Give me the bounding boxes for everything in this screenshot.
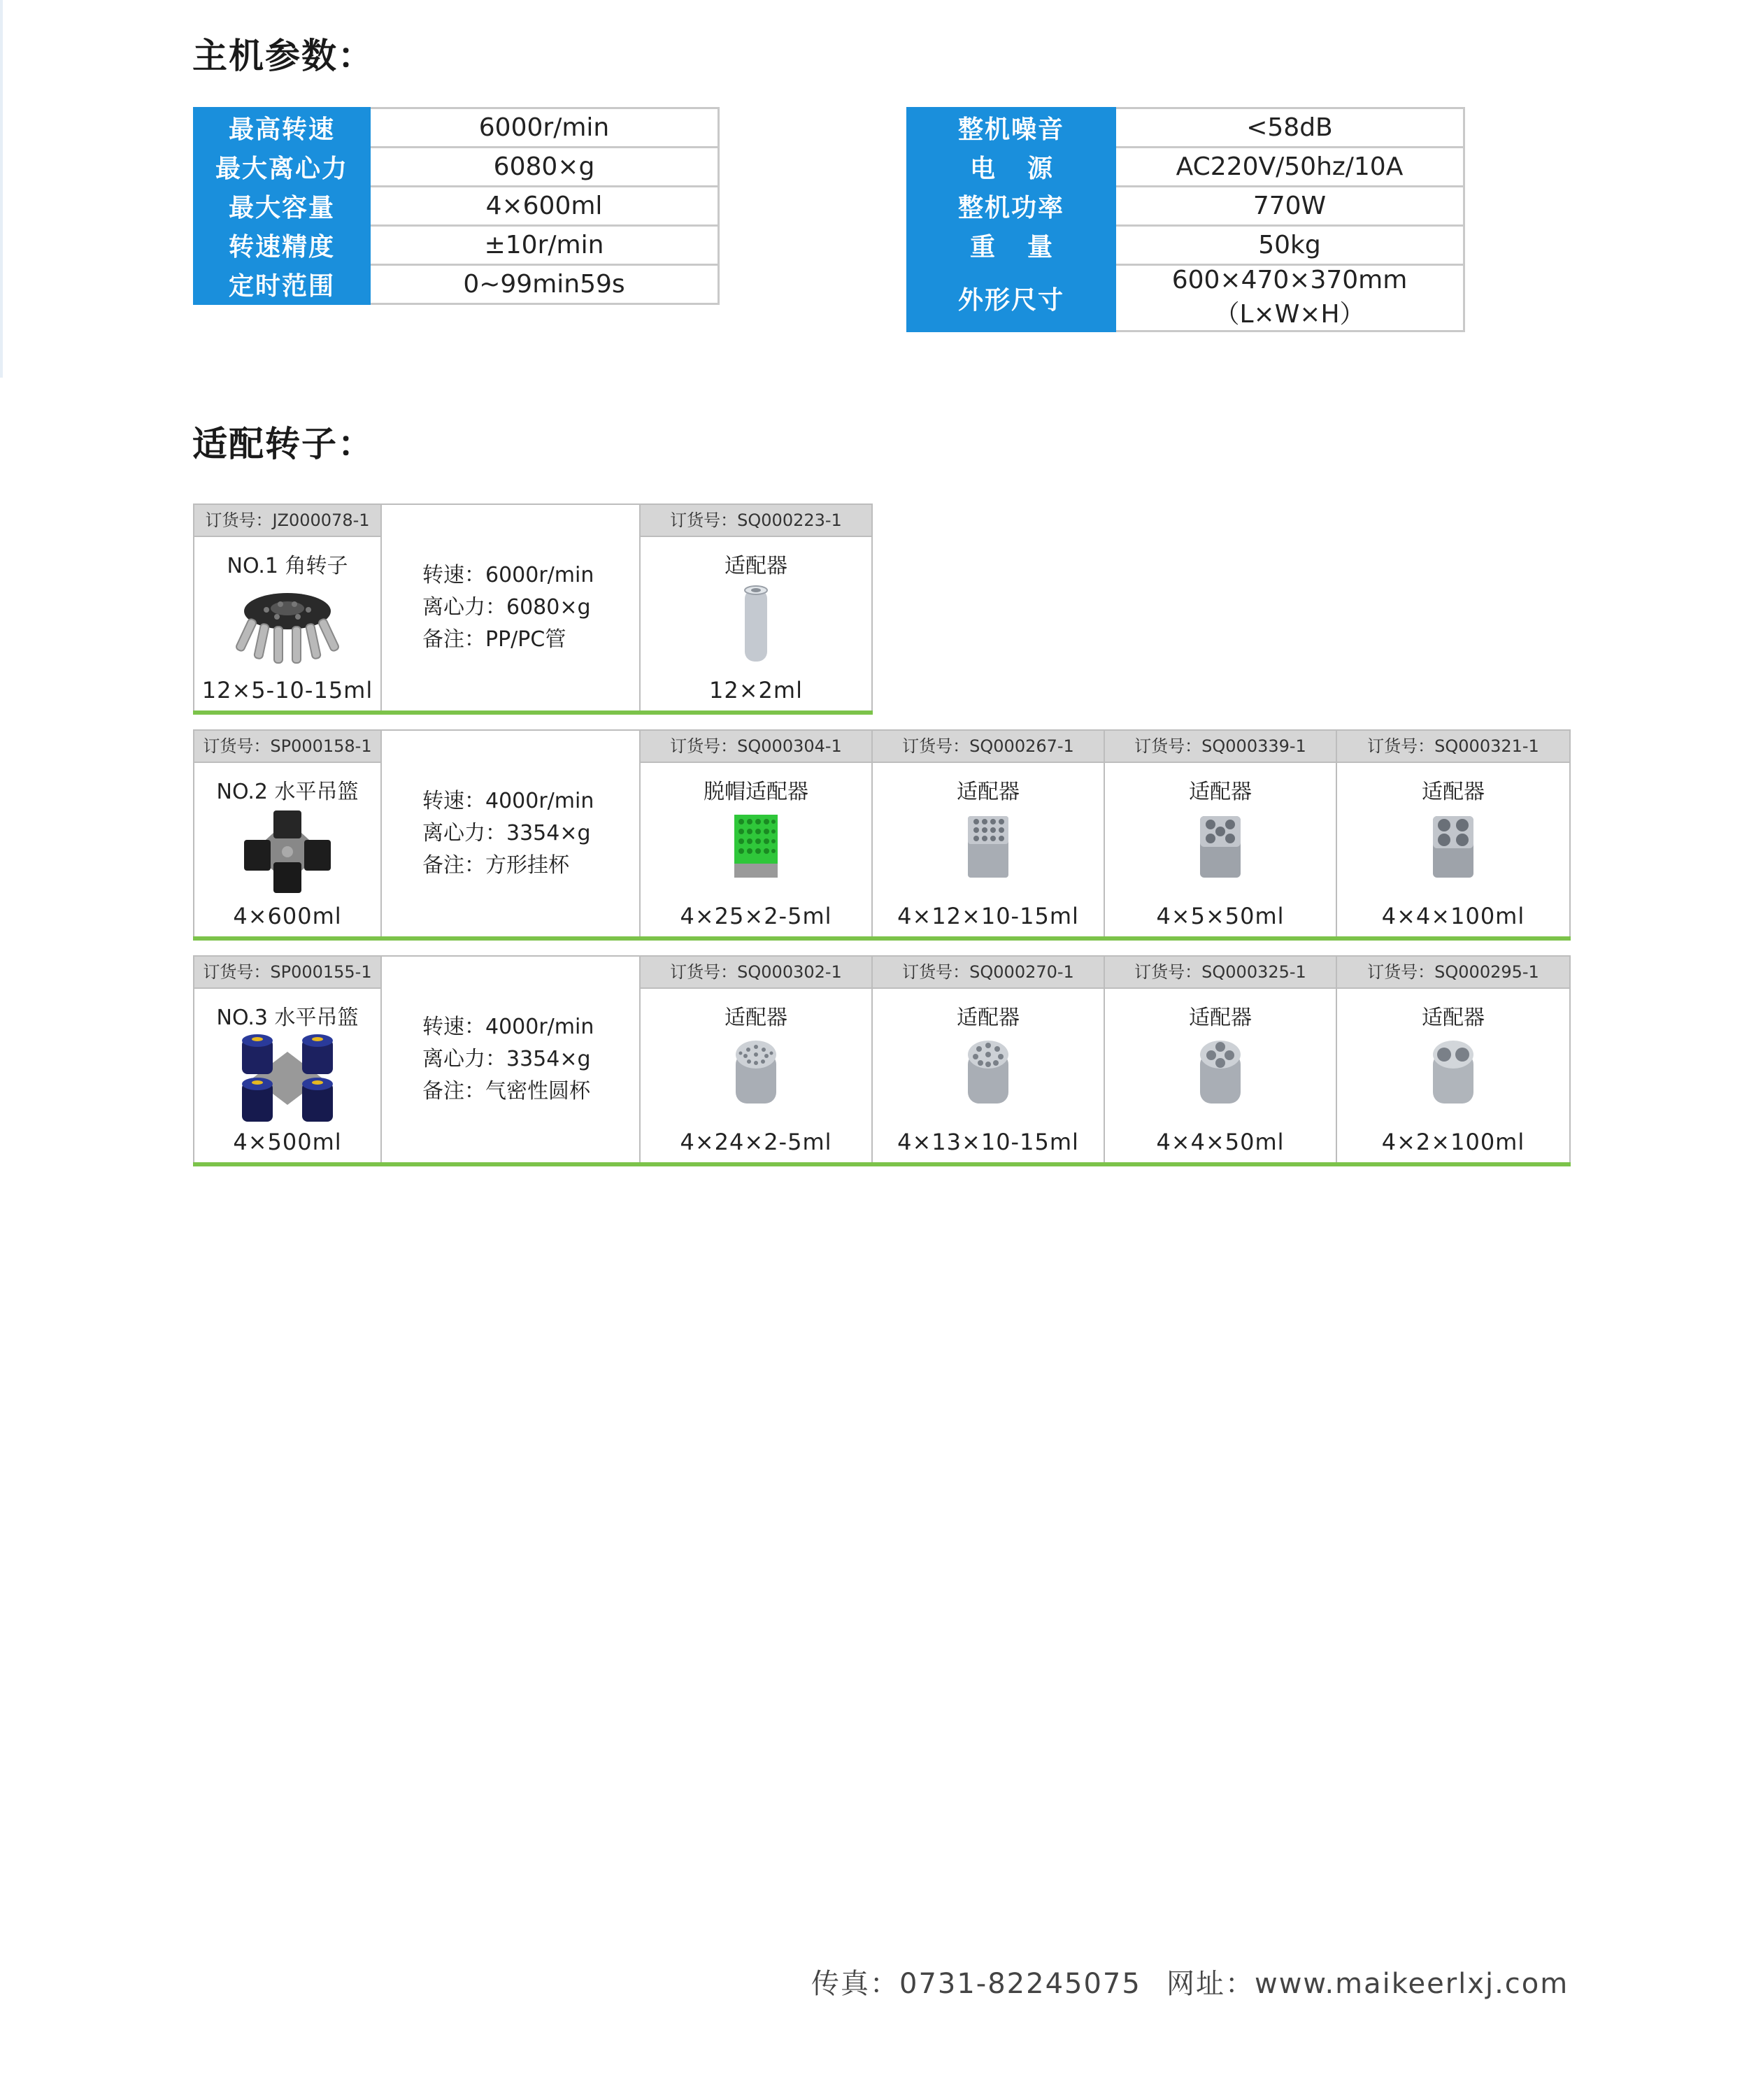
order-number: 订货号：SQ000270-1 <box>873 957 1104 989</box>
rotor-capacity: 4×500ml <box>233 1129 342 1155</box>
rotor-name: NO.3 水平吊篮 <box>216 1006 359 1030</box>
rotor-info-cell <box>380 955 641 1166</box>
round-13-hole-icon <box>964 1038 1013 1110</box>
adapter-cell <box>639 503 873 715</box>
rotor-info-cell <box>380 729 641 941</box>
section-title-rotors: 适配转子： <box>192 424 374 464</box>
rotor-speed: 转速：4000r/min <box>422 1015 594 1039</box>
adapter-name: 适配器 <box>957 1006 1020 1030</box>
spec-value: 6080×g <box>370 148 719 187</box>
order-number: 订货号：JZ000078-1 <box>194 505 380 537</box>
adapter-cell <box>639 955 873 1166</box>
adapter-cell <box>639 729 873 941</box>
order-number: 订货号：SQ000325-1 <box>1105 957 1336 989</box>
spec-key: 电源 <box>908 148 1115 187</box>
rotor-cell <box>193 955 382 1166</box>
adapter-cell <box>1336 729 1571 941</box>
rotor-force: 离心力：3354×g <box>422 821 591 845</box>
adapter-capacity: 4×24×2-5ml <box>680 1129 832 1155</box>
rotor-speed: 转速：4000r/min <box>422 789 594 813</box>
adapter-name: 适配器 <box>1189 780 1252 804</box>
rotor-name: NO.2 水平吊篮 <box>216 780 359 804</box>
spec-value: 6000r/min <box>370 108 719 148</box>
spec-key: 重量 <box>908 226 1115 265</box>
spec-key: 外形尺寸 <box>908 265 1115 331</box>
adapter-capacity: 4×5×50ml <box>1156 903 1285 929</box>
rotor-info <box>422 559 594 656</box>
tube-adapter-icon <box>742 585 770 671</box>
rotor-note: 备注：PP/PC管 <box>422 627 566 652</box>
spec-row <box>908 265 1464 331</box>
spec-table-left <box>193 107 720 305</box>
adapter-cell <box>871 729 1105 941</box>
order-number: 订货号：SQ000295-1 <box>1337 957 1569 989</box>
angle-rotor-icon <box>228 583 347 670</box>
rotor-force: 离心力：6080×g <box>422 595 591 620</box>
spec-value: ±10r/min <box>370 226 719 265</box>
order-number: 订货号：SQ000304-1 <box>641 731 871 763</box>
spec-row <box>908 187 1464 226</box>
adapter-name: 适配器 <box>1422 1006 1485 1030</box>
spec-key: 最大容量 <box>194 187 370 226</box>
rotor-speed: 转速：6000r/min <box>422 563 594 587</box>
adapter-capacity: 4×12×10-15ml <box>897 903 1079 929</box>
adapter-cell <box>1104 955 1337 1166</box>
section-title-main-params: 主机参数： <box>192 36 374 76</box>
adapter-name: 适配器 <box>725 1006 787 1030</box>
adapter-name: 脱帽适配器 <box>704 780 808 804</box>
adapter-name: 适配器 <box>725 554 787 578</box>
spec-row <box>194 148 719 187</box>
spec-key: 最高转速 <box>194 108 370 148</box>
round-2-hole-icon <box>1429 1038 1478 1110</box>
spec-row <box>908 226 1464 265</box>
adapter-capacity: 4×13×10-15ml <box>897 1129 1079 1155</box>
spec-row <box>908 108 1464 148</box>
rotor-note: 备注：气密性圆杯 <box>422 1079 590 1103</box>
row-divider <box>193 936 1571 941</box>
spec-key: 整机噪音 <box>908 108 1115 148</box>
spec-key: 转速精度 <box>194 226 370 265</box>
spec-value: 4×600ml <box>370 187 719 226</box>
adapter-capacity: 4×2×100ml <box>1381 1129 1525 1155</box>
spec-value: AC220V/50hz/10A <box>1115 148 1464 187</box>
spec-key: 整机功率 <box>908 187 1115 226</box>
rotor-info-cell <box>380 503 641 715</box>
order-number: 订货号：SQ000267-1 <box>873 731 1104 763</box>
spec-row <box>908 148 1464 187</box>
spec-row <box>194 108 719 148</box>
order-number: 订货号：SQ000339-1 <box>1105 731 1336 763</box>
order-number: 订货号：SQ000302-1 <box>641 957 871 989</box>
row-divider <box>193 1162 1571 1166</box>
rotor-info <box>422 1011 594 1108</box>
order-number: 订货号：SQ000223-1 <box>641 505 871 537</box>
spec-row <box>194 187 719 226</box>
square-12-hole-icon <box>964 812 1013 885</box>
adapter-cell <box>871 955 1105 1166</box>
sealed-bucket-rotor-icon <box>235 1031 340 1129</box>
square-4-hole-icon <box>1429 812 1478 885</box>
adapter-name: 适配器 <box>1422 780 1485 804</box>
order-number: 订货号：SP000155-1 <box>194 957 380 989</box>
spec-value: <58dB <box>1115 108 1464 148</box>
square-5-hole-icon <box>1196 812 1245 885</box>
green-rack-icon <box>731 812 780 885</box>
row-divider <box>193 710 873 715</box>
round-24-hole-icon <box>731 1038 780 1110</box>
spec-key: 定时范围 <box>194 265 370 304</box>
adapter-cell <box>1336 955 1571 1166</box>
adapter-cell <box>1104 729 1337 941</box>
order-number: 订货号：SP000158-1 <box>194 731 380 763</box>
order-number: 订货号：SQ000321-1 <box>1337 731 1569 763</box>
spec-row <box>194 226 719 265</box>
spec-row <box>194 265 719 304</box>
rotor-note: 备注：方形挂杯 <box>422 853 569 878</box>
page-edge-strip <box>0 0 3 378</box>
swing-bucket-rotor-icon <box>238 806 336 900</box>
adapter-capacity: 12×2ml <box>709 677 803 703</box>
rotor-cell <box>193 729 382 941</box>
rotor-force: 离心力：3354×g <box>422 1047 591 1071</box>
spec-key: 最大离心力 <box>194 148 370 187</box>
footer-website: 网址：www.maikeerlxj.com <box>1166 1968 1569 2000</box>
spec-value: 0~99min59s <box>370 265 719 304</box>
rotor-capacity: 4×600ml <box>233 903 342 929</box>
spec-table-right <box>906 107 1465 332</box>
footer-fax: 传真：0731-82245075 <box>811 1968 1141 2000</box>
rotor-info <box>422 785 594 882</box>
rotor-capacity: 12×5-10-15ml <box>201 677 373 703</box>
adapter-name: 适配器 <box>957 780 1020 804</box>
adapter-capacity: 4×4×100ml <box>1381 903 1525 929</box>
spec-value: 50kg <box>1115 226 1464 265</box>
rotor-cell <box>193 503 382 715</box>
spec-value: 600×470×370mm（L×W×H） <box>1115 265 1464 331</box>
spec-value: 770W <box>1115 187 1464 226</box>
rotor-name: NO.1 角转子 <box>227 554 348 578</box>
adapter-capacity: 4×4×50ml <box>1156 1129 1285 1155</box>
adapter-name: 适配器 <box>1189 1006 1252 1030</box>
round-4-hole-icon <box>1196 1038 1245 1110</box>
adapter-capacity: 4×25×2-5ml <box>680 903 832 929</box>
